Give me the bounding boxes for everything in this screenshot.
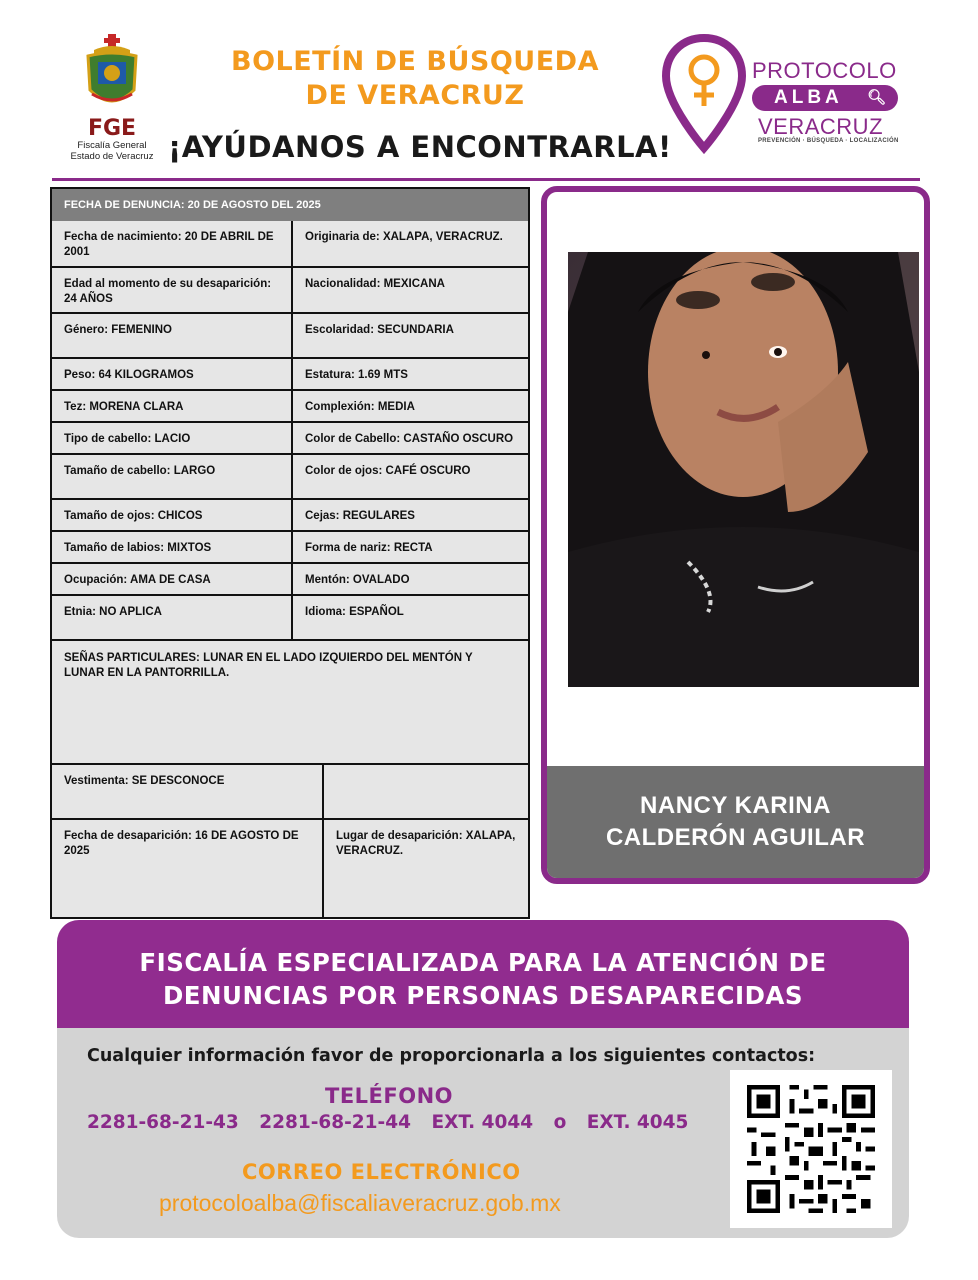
- contact-section: [57, 1028, 909, 1238]
- phone-numbers: [87, 1112, 702, 1133]
- build: Complexión: MEDIA: [305, 401, 415, 413]
- phone-2[interactable]: 2281-68-21-44: [259, 1112, 411, 1133]
- qr-code[interactable]: [730, 1070, 892, 1228]
- table-row: [52, 314, 528, 359]
- age: Edad al momento de su desaparición: 24 AÑOS: [52, 268, 293, 312]
- table-row: [52, 765, 528, 820]
- table-row: [52, 596, 528, 641]
- eye-size: Tamaño de ojos: CHICOS: [52, 500, 293, 530]
- table-row: [52, 641, 528, 765]
- phone-label: TELÉFONO: [325, 1084, 454, 1108]
- hair-type: Tipo de cabello: LACIO: [52, 423, 293, 453]
- table-row: [52, 500, 528, 532]
- veracruz-text: VERACRUZ: [758, 114, 884, 139]
- skin-tone: Tez: MORENA CLARA: [52, 391, 293, 421]
- person-name-line-1: NANCY KARINA: [640, 792, 831, 819]
- protocolo-text: PROTOCOLO: [752, 58, 897, 83]
- alba-text: ALBA: [774, 87, 843, 108]
- clothing: Vestimenta: SE DESCONOCE: [52, 765, 324, 818]
- distinguishing-marks: SEÑAS PARTICULARES: LUNAR EN EL LADO IZQUIERDO DEL MENTÓN Y LUNAR EN LA PANTORRILLA.: [64, 652, 473, 679]
- extension-1: EXT. 4044: [431, 1112, 534, 1133]
- disappearance-date: Fecha de desaparición: 16 DE AGOSTO DE 2025: [52, 820, 324, 917]
- eye-color: Color de ojos: CAFÉ OSCURO: [305, 465, 471, 477]
- agency-line-1: FISCALÍA ESPECIALIZADA PARA LA ATENCIÓN DE: [139, 948, 827, 977]
- fge-subtitle-2: Estado de Veracruz: [70, 151, 154, 162]
- magnifier-icon: 🔍︎: [866, 89, 886, 106]
- alba-pill: [752, 85, 898, 111]
- report-date: FECHA DE DENUNCIA: 20 DE AGOSTO DEL 2025: [52, 189, 528, 221]
- fge-acronym: FGE: [87, 116, 137, 141]
- table-row: [52, 268, 528, 314]
- occupation: Ocupación: AMA DE CASA: [52, 564, 293, 594]
- protocol-tagline: PREVENCIÓN · BÚSQUEDA · LOCALIZACIÓN: [758, 138, 899, 144]
- location-pin-female-icon: [662, 34, 746, 154]
- extension-conjunction: o: [553, 1112, 567, 1133]
- phone-1[interactable]: 2281-68-21-43: [87, 1112, 239, 1133]
- veracruz-coat-of-arms-icon: [80, 32, 144, 114]
- table-row: [52, 423, 528, 455]
- protocolo-alba-logo: [662, 30, 912, 160]
- table-row: [52, 359, 528, 391]
- table-row: [52, 455, 528, 500]
- eyebrows: Cejas: REGULARES: [305, 510, 415, 522]
- bulletin-title-line-1: BOLETÍN DE BÚSQUEDA: [231, 46, 599, 77]
- empty-cell: [324, 765, 528, 818]
- person-photo-card: [541, 186, 930, 884]
- weight: Peso: 64 KILOGRAMOS: [52, 359, 293, 389]
- lip-size: Tamaño de labios: MIXTOS: [52, 532, 293, 562]
- table-row: [52, 564, 528, 596]
- fge-logo: [62, 32, 162, 162]
- table-row: [52, 221, 528, 268]
- agency-line-2: DENUNCIAS POR PERSONAS DESAPARECIDAS: [162, 981, 804, 1010]
- table-row: [52, 391, 528, 423]
- nose-shape: Forma de nariz: RECTA: [305, 542, 433, 554]
- portrait-illustration: [568, 252, 919, 687]
- table-row: [52, 820, 528, 917]
- language: Idioma: ESPAÑOL: [305, 606, 404, 618]
- person-name-band: [547, 766, 924, 878]
- fge-subtitle-1: Fiscalía General: [77, 140, 147, 151]
- header-divider: [52, 178, 920, 181]
- origin: Originaria de: XALAPA, VERACRUZ.: [305, 231, 503, 243]
- person-photo: [568, 252, 919, 687]
- birth-date: Fecha de nacimiento: 20 DE ABRIL DE 2001: [52, 221, 293, 266]
- email-address[interactable]: protocoloalba@fiscaliaveracruz.gob.mx: [159, 1190, 561, 1216]
- hair-length: Tamaño de cabello: LARGO: [52, 455, 293, 498]
- extension-2: EXT. 4045: [586, 1112, 689, 1133]
- agency-banner: [57, 920, 909, 1028]
- qr-code-icon: [740, 1080, 882, 1218]
- hair-color: Color de Cabello: CASTAÑO OSCURO: [305, 433, 514, 445]
- headline: ¡AYÚDANOS A ENCONTRARLA!: [168, 130, 672, 164]
- gender: Género: FEMENINO: [52, 314, 293, 357]
- table-row: [52, 532, 528, 564]
- height: Estatura: 1.69 MTS: [305, 369, 408, 381]
- education: Escolaridad: SECUNDARIA: [305, 324, 454, 336]
- bulletin-title-line-2: DE VERACRUZ: [305, 80, 525, 111]
- email-label: CORREO ELECTRÓNICO: [242, 1160, 521, 1184]
- nationality: Nacionalidad: MEXICANA: [305, 278, 445, 290]
- disappearance-place: Lugar de desaparición: XALAPA, VERACRUZ.: [336, 830, 516, 857]
- chin: Mentón: OVALADO: [305, 574, 410, 586]
- personal-data-table: [50, 187, 530, 919]
- ethnicity: Etnia: NO APLICA: [52, 596, 293, 639]
- person-name-line-2: CALDERÓN AGUILAR: [605, 824, 866, 851]
- contact-intro: Cualquier información favor de proporcionarla a los siguientes contactos:: [87, 1046, 816, 1066]
